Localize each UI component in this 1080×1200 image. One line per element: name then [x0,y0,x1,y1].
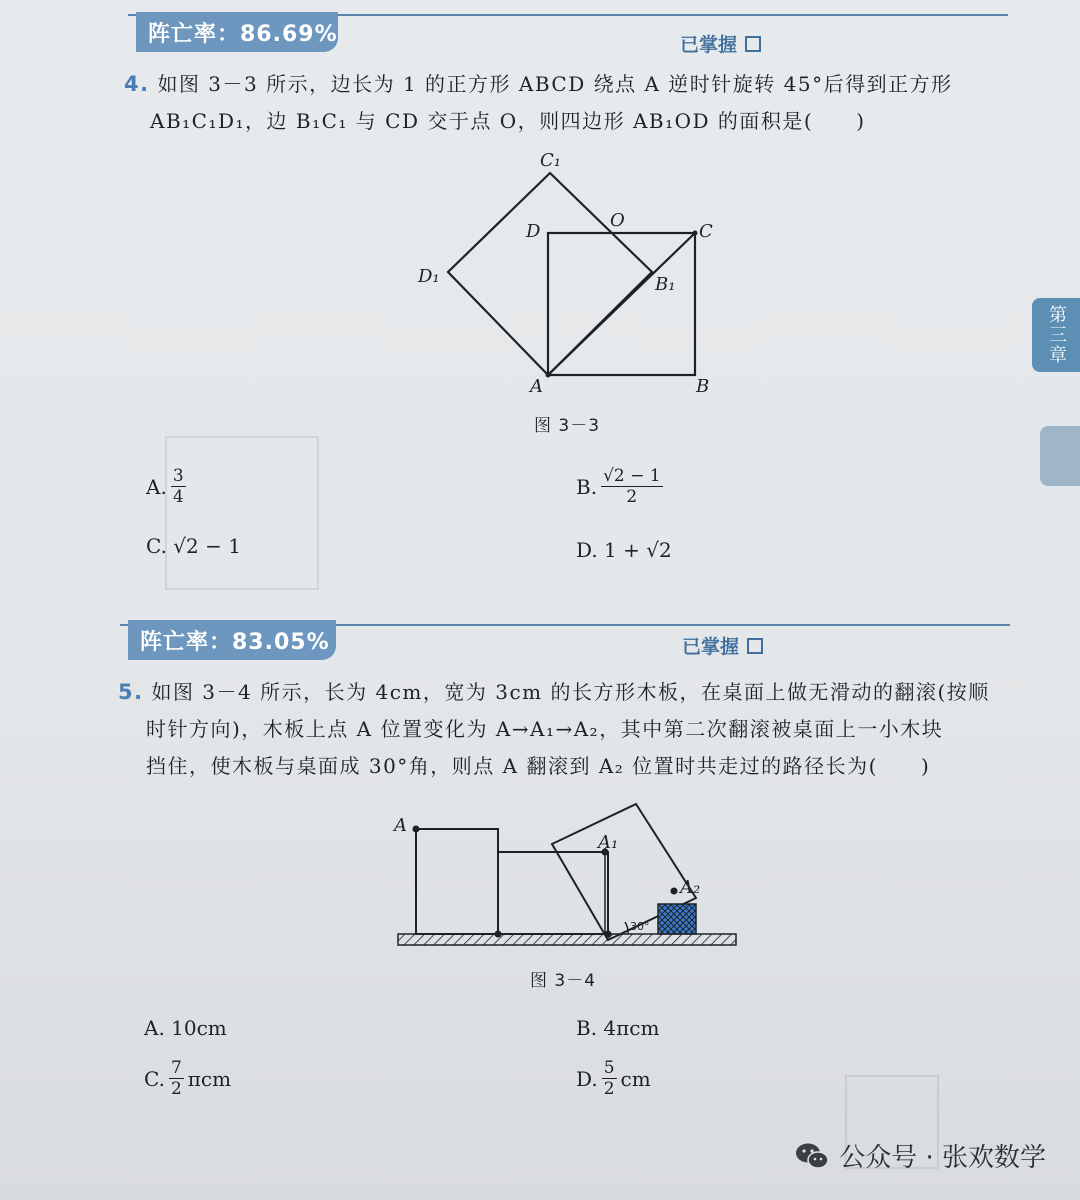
q4-option-a[interactable] [146,466,186,507]
q5-stem [118,674,1028,785]
label-a: A [394,815,407,836]
option-letter: D. [576,1066,598,1091]
q5-stem-line3: 挡住，使木板与桌面成 30°角，则点 A 翻滚到 A₂ 位置时共走过的路径长为( ) [146,754,931,778]
q4-option-b[interactable] [576,466,663,507]
chapter-tab: 第三章 [1032,298,1080,372]
mastered-label: 已掌握 [680,34,738,56]
q5-option-b[interactable]: B. 4πcm [576,1016,660,1040]
fraction: $\frac{7}{2}$ [170,1058,182,1099]
figure-3-4 [380,800,750,960]
option-unit: cm [620,1066,651,1091]
q4-option-d[interactable]: D. 1 + √2 [576,538,672,562]
figure-3-3-caption: 图 3－3 [534,416,601,436]
q4-option-c[interactable]: C. √2 − 1 [146,534,241,558]
bleed-through-square [165,436,319,590]
label-a1: A₁ [598,832,619,853]
label-d: D [526,221,541,242]
q4-stem [124,66,1024,140]
q5-mastered-checkbox[interactable] [682,632,763,659]
checkbox-icon [745,36,761,52]
label-c1: C₁ [540,150,561,171]
board-position-2 [498,852,608,934]
checkbox-icon [747,638,763,654]
option-letter: B. [576,474,598,499]
label-a: A [530,376,543,397]
q5-option-c[interactable] [144,1058,231,1099]
table-surface [398,934,736,945]
chapter-tab-secondary [1040,426,1080,486]
q5-number: 5. [118,680,144,704]
mastered-label: 已掌握 [682,636,740,658]
label-o: O [610,210,625,231]
label-b: B [696,376,710,397]
board-position-1 [416,829,498,934]
diagonal-ac [548,233,695,375]
label-d1: D₁ [418,266,440,287]
q5-option-a[interactable]: A. 10cm [144,1016,227,1040]
q5-option-d[interactable] [576,1058,651,1099]
q4-error-rate-banner: 阵亡率：86.69% [136,12,338,52]
label-b1: B₁ [655,274,676,295]
option-letter: C. [144,1066,165,1091]
label-a2: A₂ [680,877,701,898]
option-unit: πcm [187,1066,232,1091]
fraction: $\frac{√2 - 1}{2}$ [603,466,661,507]
watermark-text: 公众号 · 张欢数学 [839,1143,1046,1173]
figure-3-4-caption: 图 3－4 [530,971,597,991]
q4-number: 4. [124,72,150,96]
q4-stem-line1: 如图 3－3 所示，边长为 1 的正方形 ABCD 绕点 A 逆时针旋转 45°后得到正方形 [157,72,953,96]
q5-stem-line2: 时针方向)，木板上点 A 位置变化为 A→A₁→A₂，其中第二次翻滚被桌面上一小木块 [146,717,944,741]
option-letter: A. [146,474,167,499]
q4-stem-line2: AB₁C₁D₁，边 B₁C₁ 与 CD 交于点 O，则四边形 AB₁OD 的面积是( ) [150,109,866,133]
small-wood-block-texture [658,904,696,934]
q4-mastered-checkbox[interactable] [680,30,761,57]
q5-error-rate-banner: 阵亡率：83.05% [128,620,336,660]
fraction: $\frac{5}{2}$ [603,1058,615,1099]
label-c: C [699,221,713,242]
wechat-icon [795,1142,829,1170]
watermark [795,1137,1046,1174]
angle-label: 30° [630,920,650,933]
q5-stem-line1: 如图 3－4 所示，长为 4cm，宽为 3cm 的长方形木板，在桌面上做无滑动的翻滚(按顺 [151,680,990,704]
figure-3-3 [400,140,730,400]
square-ab1c1d1 [448,173,652,375]
fraction: $\frac{3}{4}$ [172,466,184,507]
